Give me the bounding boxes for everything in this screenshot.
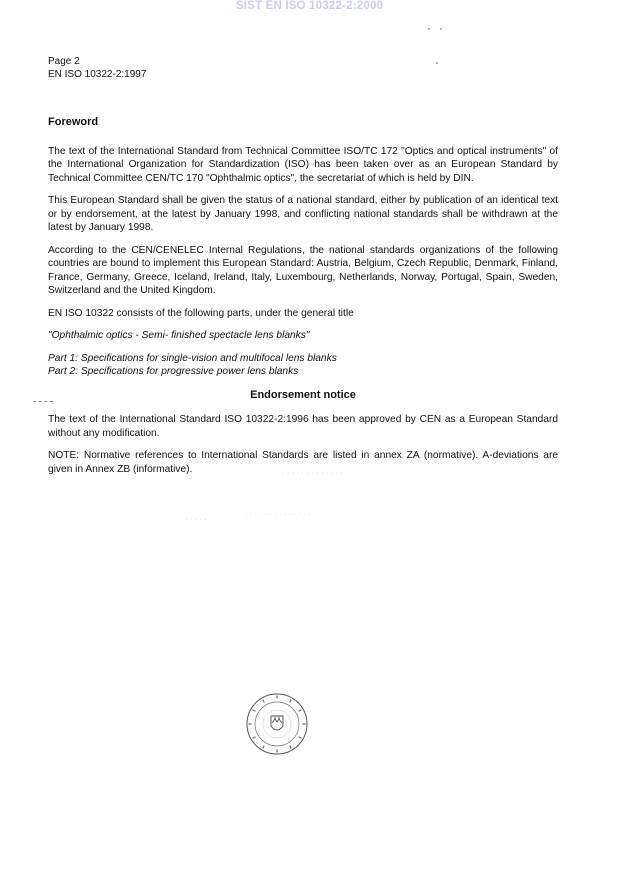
foreword-paragraph: This European Standard shall be given the status of a national standard, either by publication of an identical text or by endorsement, at the latest by January 1998, and conflicting national standards shall be withdrawn at the latest by January 1998. xyxy=(48,195,558,233)
part-item: Part 1: Specifications for single-vision and multifocal lens blanks xyxy=(48,352,337,364)
endorsement-note: NOTE: Normative references to International Standards are listed in annex ZA (normative). A-deviations are given in Annex ZB (informative). xyxy=(48,450,558,475)
scan-speck xyxy=(440,28,442,30)
parts-list xyxy=(48,352,558,379)
foreword-paragraph: The text of the International Standard from Technical Committee ISO/TC 172 "Optics and optical instruments" of the International Organization for Standardization (ISO) has been taken over as an European Standard by Technical Committee CEN/TC 170 "Ophthalmic optics", the secretariat of which is held by DIN. xyxy=(48,145,558,184)
watermark: SIST EN ISO 10322-2:2000 xyxy=(235,0,384,12)
scan-speck xyxy=(436,62,438,64)
page-header xyxy=(48,55,146,81)
faint-stamp-mark: · · · · · · · · · · · xyxy=(282,459,334,466)
document-id: EN ISO 10322-2:1997 xyxy=(48,69,147,80)
document-body xyxy=(48,116,558,485)
foreword-heading: Foreword xyxy=(48,116,99,128)
faint-stamp-mark: · · · · · · · · · · · · · · · xyxy=(245,511,316,518)
page-number: Page 2 xyxy=(48,56,80,67)
foreword-paragraph: EN ISO 10322 consists of the following parts, under the general title xyxy=(48,307,354,319)
general-title: "Ophthalmic optics - Semi- finished spectacle lens blanks" xyxy=(48,330,310,341)
part-item: Part 2: Specifications for progressive power lens blanks xyxy=(48,366,299,377)
faint-stamp-mark: · · · · · xyxy=(185,516,208,523)
foreword-paragraph: According to the CEN/CENELEC Internal Regulations, the national standards organizations of the following countries are bound to implement this European Standard: Austria, Belgium, Czech Republic, Denmark, Finland, France, Germany, Greece, Iceland, Ireland, Italy, Luxembourg, Netherlands, Norway, Portugal, Spain, Sweden, Switzerland and the United Kingdom. xyxy=(48,244,558,296)
endorsement-heading: Endorsement notice xyxy=(250,388,356,401)
scan-speck xyxy=(428,28,430,30)
faint-stamp-mark: · · · · · · · · · · · · · xyxy=(282,470,344,477)
endorsement-text: The text of the International Standard ISO 10322-2:1996 has been approved by CEN as a European Standard without any modification. xyxy=(48,414,558,439)
official-seal-icon xyxy=(245,692,309,756)
margin-mark xyxy=(33,401,53,402)
